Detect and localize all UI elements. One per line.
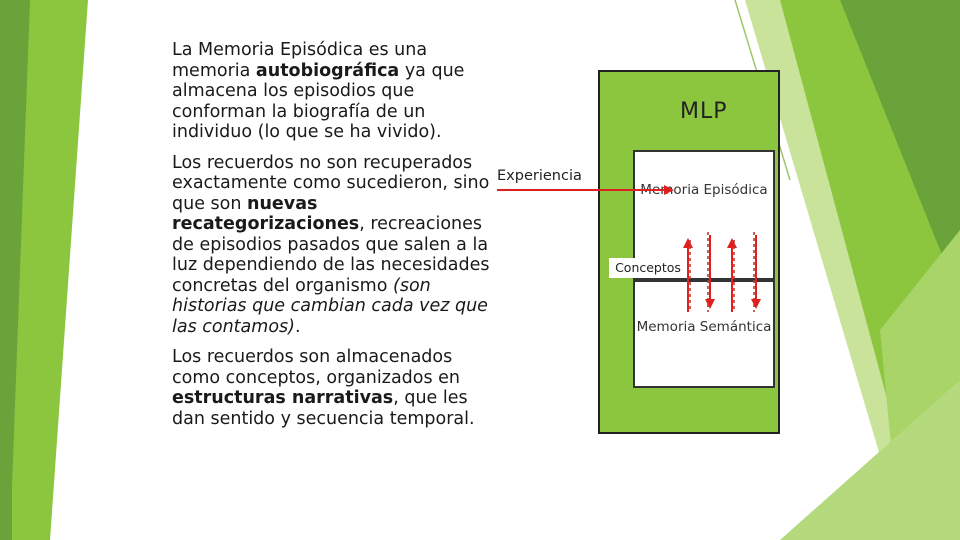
text-segment: , que les dan sentido y secuencia temporal. bbox=[172, 388, 475, 429]
mlp-title: MLP bbox=[680, 99, 728, 124]
experience-label: Experiencia bbox=[497, 168, 582, 184]
text-segment: autobiográfica bbox=[255, 60, 400, 81]
text-segment: La Memoria Episódica es una memoria bbox=[172, 40, 428, 81]
text-segment: nuevas recategorizaciones bbox=[172, 193, 360, 234]
text-segment: Los recuerdos no son recuperados exactamente como sucedieron, sino que son bbox=[172, 152, 490, 214]
text-segment: . bbox=[294, 316, 301, 337]
text-segment: Los recuerdos son almacenados como conceptos, organizados en bbox=[172, 347, 461, 388]
paragraph-episodic bbox=[172, 40, 502, 143]
text-segment: estructuras narrativas bbox=[172, 388, 394, 408]
text-column bbox=[172, 40, 502, 439]
text-segment: ya que almacena los episodios que conforman la biografía de un individuo (lo que se ha vivido). bbox=[172, 60, 465, 142]
semantic-memory-label: Memoria Semántica bbox=[636, 319, 772, 335]
paragraph-recall bbox=[172, 153, 502, 338]
paragraph-concepts bbox=[172, 347, 502, 429]
text-segment: (son historias que cambian cada vez que las contamos) bbox=[172, 275, 488, 337]
concepts-label: Conceptos bbox=[609, 258, 687, 278]
text-segment: , recreaciones de episodios pasados que salen a la luz dependiendo de las necesidades concretas del organismo bbox=[172, 214, 490, 296]
episodic-memory-label: Memoria Episódica bbox=[640, 182, 768, 198]
